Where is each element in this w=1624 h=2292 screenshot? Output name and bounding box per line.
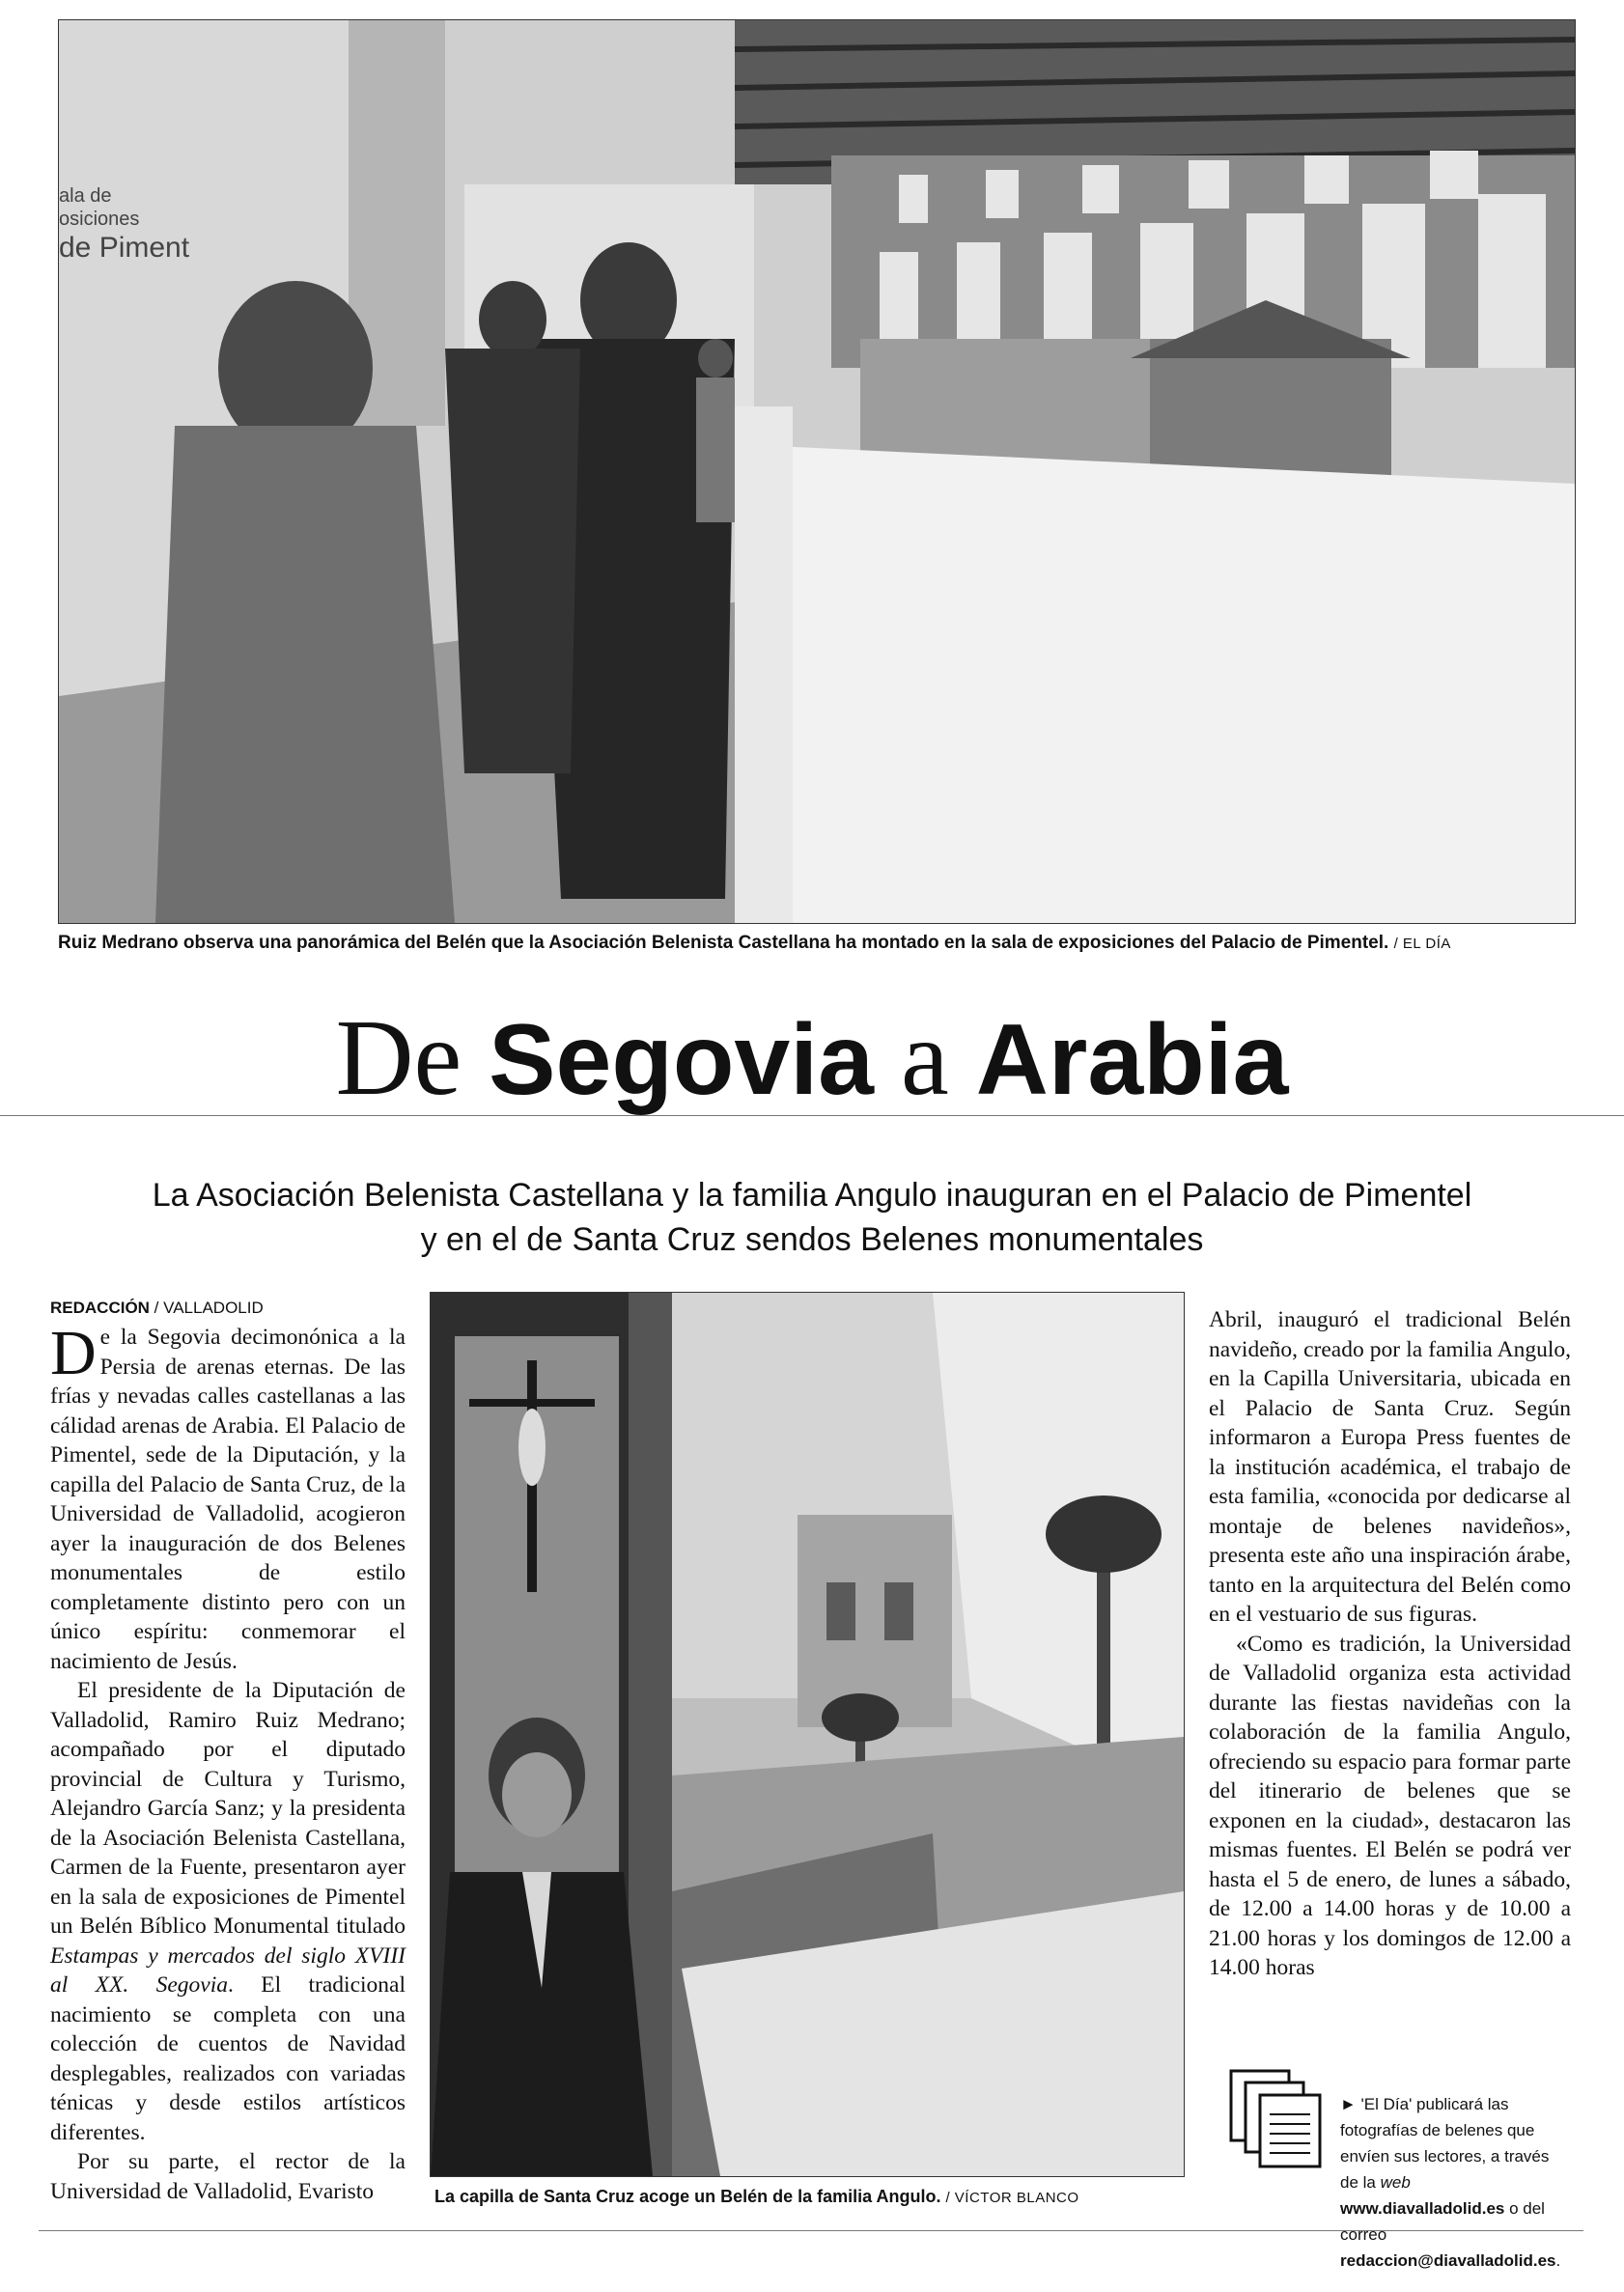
paragraph-5	[1209, 1630, 1571, 1983]
paragraph-2-title: Estampas y mercados del siglo XVIII al XX. Segovia	[50, 1943, 406, 1998]
article-column-3	[1209, 1305, 1571, 1983]
paragraph-2-text-a: El presidente de la Diputación de Valladolid, Ramiro Ruiz Medrano; acompañado por el diputado provincial de Cultura y Turismo, Alejandro García Sanz; y la presidenta de la Asociación Belenista Castellana, Carmen de la Fuente, presentaron ayer en la sala de exposiciones de Pimentel un Belén Bíblico Monumental titulado	[50, 1678, 406, 1939]
middle-photo-caption	[434, 2187, 1079, 2207]
paragraph-1	[50, 1318, 406, 1676]
middle-photo-caption-text: La capilla de Santa Cruz acoge un Belén de la familia Angulo.	[434, 2187, 941, 2206]
sign-line: ala de	[59, 185, 112, 207]
paragraph-5-text: «Como es tradición, la Universidad de Valladolid organiza esta actividad durante las fiestas navideñas con la colaboración de la familia Angulo, ofreciendo su espacio para formar parte del itinerario de belenes que se exponen en la ciudad», destacaron las mismas fuentes. El Belén se podrá ver hasta el 5 de enero, de lunes a sábado, de 12.00 a 14.00 horas y de 10.00 a 21.00 horas y los domingos de 12.00 a 14.00 horas	[1209, 1631, 1571, 1980]
middle-photo-credit: / VÍCTOR BLANCO	[945, 2190, 1079, 2206]
paragraph-4	[1209, 1305, 1571, 1630]
middle-photo	[430, 1292, 1185, 2177]
article-column-1	[50, 1318, 406, 2206]
promo-text-2: o del correo	[1340, 2199, 1545, 2244]
drop-cap: D	[50, 1318, 97, 1388]
subheadline-line2: y en el de Santa Cruz sendos Belenes monumentales	[420, 1221, 1204, 1258]
sign-line: osiciones	[59, 209, 140, 230]
paragraph-3	[50, 2147, 406, 2206]
headline-part2: Segovia	[489, 1004, 875, 1116]
paragraph-1-text: e la Segovia decimonónica a la Persia de arenas eternas. De las frías y nevadas calles castellanas a las cálidad arenas de Arabia. El Palacio de Pimentel, sede de la Diputación, y la capilla del Palacio de Santa Cruz, de la Universidad de Valladolid, acogieron ayer la inauguración de dos Belenes monumentales de estilo completamente distinto pero con un único espíritu: conmemorar el nacimiento de Jesús.	[50, 1325, 406, 1674]
paragraph-3-text: Por su parte, el rector de la Universidad de Valladolid, Evaristo	[50, 2149, 406, 2204]
exhibition-sign	[59, 184, 194, 266]
top-photo-caption-text: Ruiz Medrano observa una panorámica del Belén que la Asociación Belenista Castellana ha montado en la sala de exposiciones del Palacio de Pimentel.	[58, 933, 1389, 953]
promo-text	[1340, 2091, 1572, 2274]
promo-text-1: 'El Día' publicará las fotografías de belenes que envíen sus lectores, a través de la	[1340, 2095, 1550, 2192]
divider-rule	[0, 1115, 1624, 1116]
byline-place: / VALLADOLID	[149, 1299, 264, 1317]
byline-author: REDACCIÓN	[50, 1299, 150, 1317]
headline-part1: De	[335, 998, 490, 1118]
headline-part3: a	[874, 998, 976, 1118]
subheadline	[0, 1173, 1624, 1262]
sign-line: de Piment	[59, 232, 190, 264]
paragraph-2	[50, 1676, 406, 2147]
paragraph-4-text: Abril, inauguró el tradicional Belén navideño, creado por la familia Angulo, en la Capilla Universitaria, ubicada en el Palacio de Santa Cruz. Según informaron a Europa Press fuentes de la institución académica, el trabajo de esta familia, «conocida por dedicarse al montaje de belenes navideños», presenta este año una inspiración árabe, tanto en la arquitectura del Belén como en el vestuario de sus figuras.	[1209, 1307, 1571, 1627]
promo-web-url[interactable]: www.diavalladolid.es	[1340, 2199, 1505, 2218]
arrow-icon: ►	[1340, 2095, 1357, 2113]
promo-web-label: web	[1380, 2173, 1411, 2192]
promo-text-3: .	[1555, 2251, 1561, 2270]
top-photo-illustration	[59, 20, 1575, 923]
byline	[50, 1299, 264, 1318]
promo-email[interactable]: redaccion@diavalladolid.es	[1340, 2251, 1556, 2270]
middle-photo-illustration	[431, 1293, 1184, 2176]
top-photo-caption	[58, 933, 1451, 954]
subheadline-line1: La Asociación Belenista Castellana y la familia Angulo inauguran en el Palacio de Pimentel	[152, 1177, 1472, 1214]
documents-icon	[1226, 2066, 1332, 2172]
headline	[0, 998, 1624, 1118]
headline-part4: Arabia	[975, 1004, 1289, 1116]
top-photo	[58, 19, 1576, 924]
top-photo-credit: / EL DÍA	[1393, 936, 1451, 952]
bottom-rule	[39, 2230, 1583, 2231]
paragraph-2-text-b: . El tradicional nacimiento se completa con una colección de cuentos de Navidad desplegables, realizados con variadas ténicas y desde estilos artísticos diferentes.	[50, 1972, 406, 2145]
